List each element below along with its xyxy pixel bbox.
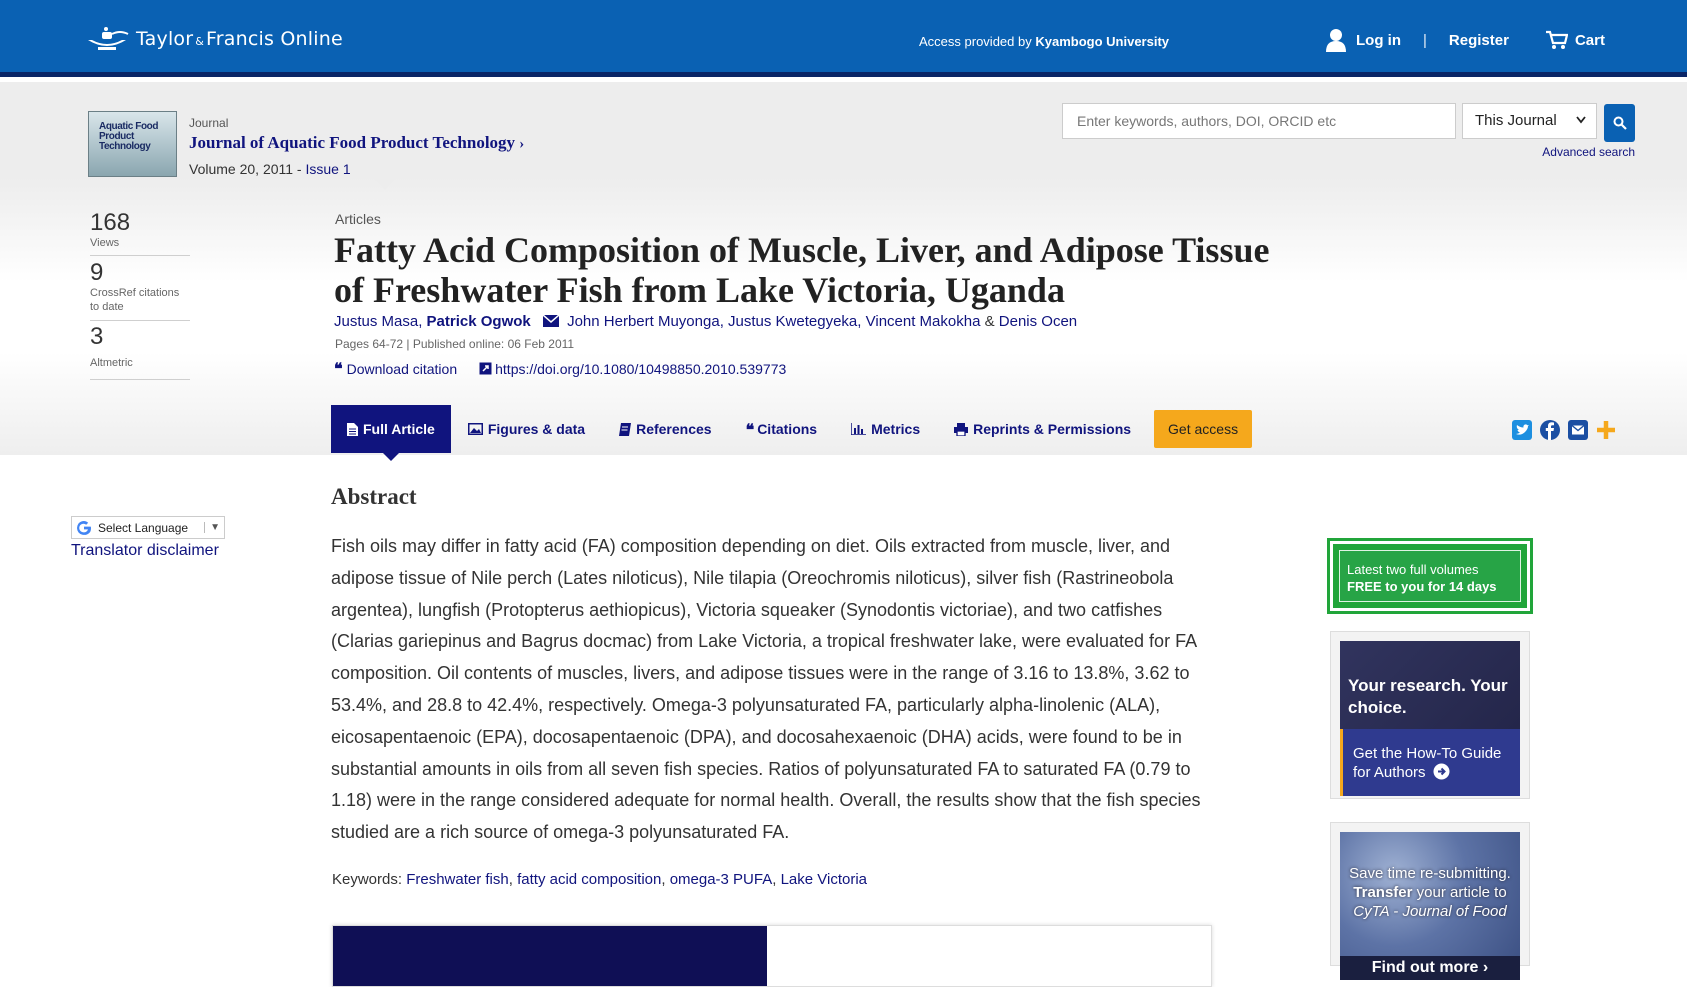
metric-crossref-value: 9 [90, 259, 104, 286]
free-volumes-banner[interactable] [1330, 541, 1530, 611]
ad2-top [1340, 641, 1520, 729]
ad2-title: Your research. Your choice. [1348, 676, 1508, 717]
tab-metrics[interactable]: Metrics [834, 405, 937, 453]
access-notice: Access provided by Kyambogo University [919, 34, 1170, 49]
journal-volume: Volume 20, 2011 - Issue 1 [189, 161, 351, 177]
metric-altmetric-label: Altmetric [90, 357, 133, 369]
abstract-heading: Abstract [331, 484, 417, 509]
author-link[interactable]: Denis Ocen [998, 313, 1078, 330]
publication-info: Pages 64-72 | Published online: 06 Feb 2011 [335, 337, 575, 351]
abstract-text: Fish oils may differ in fatty acid (FA) composition depending on diet. Oils extracted from muscle, liver, and adipose tissue of Nile perch (Lates niloticus), Nile tilapia (Oreochromis niloticus), silver fish (Rastrineobola argentea), lungfish (Protopterus aethiopicus), Victoria squeaker (Synodontis victoriae), and two catfishes (Clarias gariepinus and Bagrus docmac) from Lake Victoria, a tropical freshwater lake, were evaluated for FA composition. Oil contents of muscles, livers, and adipose tissues were in the range of 3.16 to 13.8%, 3.62 to 53.4%, and 28.8 to 42.4%, respectively. Omega-3 polyunsaturated FA, particularly alpha-linolenic (ALA), eicosapentaenoic (EPA), docosapentaenoic (DPA), and docosahexaenoic (DHA) acids, were found to be in substantial amounts in oils from all seven fish species. Ratios of polyunsaturated FA to saturated FA (0.79 to 1.18) were in the range considered adequate for normal health. Overall, the results show that the fish species studied are a rich source of omega-3 polyunsaturated FA. [331, 536, 1201, 843]
author-link[interactable]: Justus Kwetegyeka [728, 313, 858, 330]
author-guide-ad-image [1340, 641, 1520, 796]
article-title: Fatty Acid Composition of Muscle, Liver, and Adipose Tissue of Freshwater Fish from Lake Victoria, Uganda [334, 230, 1270, 310]
plus-share-icon[interactable] [1596, 420, 1616, 440]
tab-full-article[interactable]: Full Article [331, 405, 451, 453]
keyword-link[interactable]: fatty acid composition [517, 871, 662, 888]
metric-views [90, 210, 190, 256]
author-guide-ad[interactable] [1330, 631, 1530, 799]
author-link[interactable]: Justus Masa [334, 313, 419, 330]
author-link[interactable]: Vincent Makokha [865, 313, 981, 330]
language-select[interactable]: Select Language ▼ [71, 516, 225, 539]
doi-link[interactable]: https://doi.org/10.1080/10498850.2010.539773 [479, 361, 786, 377]
article-tabs [331, 405, 1252, 453]
access-options-card [332, 925, 1212, 987]
google-icon [76, 520, 92, 536]
ad2-cta: Get the How-To Guide for Authors [1353, 745, 1502, 781]
journal-cover[interactable] [88, 111, 177, 177]
tab-citations[interactable]: ❝ Citations [745, 419, 818, 439]
ad3-text: Save time re-submitting. Transfer your article to CyTA - Journal of Food [1349, 865, 1511, 920]
quote-icon: ❝ [745, 419, 755, 439]
tab-references[interactable]: References [602, 405, 729, 453]
author-ampersand: & [984, 313, 995, 330]
journal-cover-title: Aquatic Food Product Technology [99, 121, 159, 152]
tab-reprints[interactable]: Reprints & Permissions [937, 405, 1148, 453]
citation-row [334, 359, 786, 378]
issue-link[interactable]: Issue 1 [305, 161, 351, 177]
quote-icon: ❝ [334, 359, 343, 378]
journal-name-link[interactable]: Journal of Aquatic Food Product Technology › [189, 133, 525, 152]
find-out-more-button: Find out more › [1340, 956, 1520, 980]
metric-crossref[interactable] [90, 260, 190, 321]
translator-disclaimer-link[interactable]: Translator disclaimer [71, 542, 219, 559]
tab-figures[interactable]: Figures & data [451, 405, 602, 453]
article-section: Articles [335, 211, 381, 227]
external-link-icon [479, 362, 492, 375]
ad1-line1: Latest two full volumes [1347, 562, 1479, 577]
keyword-link[interactable]: Lake Victoria [780, 871, 868, 888]
printer-icon [954, 423, 968, 436]
volume-pointer [373, 178, 397, 190]
ad1-line2: FREE to you for 14 days [1347, 579, 1497, 594]
keywords: Keywords: Freshwater fish, fatty acid composition, omega-3 PUFA, Lake Victoria [332, 871, 868, 888]
journal-label: Journal [189, 116, 229, 130]
lamp-logo-icon [84, 26, 130, 52]
search-input[interactable]: Enter keywords, authors, DOI, ORCID etc [1062, 103, 1456, 139]
user-nav [1326, 26, 1687, 54]
access-options-header [333, 926, 767, 986]
author-link[interactable]: John Herbert Muyonga [567, 313, 720, 330]
login-link[interactable]: Log in [1326, 28, 1401, 52]
user-icon [1326, 28, 1346, 52]
bar-chart-icon [851, 423, 866, 435]
cart-link[interactable]: Cart [1546, 30, 1605, 50]
transfer-article-ad[interactable] [1330, 822, 1530, 976]
twitter-icon[interactable] [1512, 420, 1532, 440]
arrow-circle-icon [1433, 763, 1450, 780]
advanced-search-link[interactable]: Advanced search [1542, 145, 1635, 159]
cart-icon [1546, 30, 1568, 50]
ad2-bottom [1340, 729, 1520, 796]
keyword-link[interactable]: omega-3 PUFA [669, 871, 773, 888]
dropdown-arrow-icon: ▼ [204, 522, 224, 533]
get-access-button[interactable]: Get access [1154, 410, 1252, 448]
nav-separator: | [1423, 31, 1427, 49]
document-icon [347, 423, 358, 436]
top-bar [0, 0, 1687, 77]
register-link[interactable]: Register [1448, 31, 1509, 49]
download-citation-link[interactable]: ❝ Download citation [334, 359, 458, 378]
author-list: Justus Masa, Patrick Ogwok John Herbert Muyonga, Justus Kwetegyeka, Vincent Makokha & Denis Ocen [334, 313, 1078, 330]
search-icon [1613, 116, 1627, 130]
share-bar [1512, 420, 1624, 440]
email-share-icon[interactable] [1568, 420, 1588, 440]
envelope-icon[interactable] [543, 315, 559, 327]
transfer-article-ad-image [1340, 832, 1520, 976]
chevron-right-icon: › [519, 136, 525, 152]
book-icon [619, 423, 631, 436]
site-logo[interactable] [84, 26, 343, 52]
metric-views-value: 168 [90, 209, 131, 236]
author-link[interactable]: Patrick Ogwok [426, 313, 531, 330]
search-scope-select[interactable]: This Journal [1462, 103, 1597, 139]
facebook-icon[interactable] [1540, 420, 1560, 440]
metric-altmetric-value: 3 [90, 323, 104, 350]
keyword-link[interactable]: Freshwater fish [406, 871, 509, 888]
metric-views-label: Views [90, 237, 120, 249]
chevron-down-icon [1576, 116, 1586, 124]
search-button[interactable] [1604, 104, 1635, 142]
image-icon [468, 423, 483, 435]
metric-altmetric[interactable] [90, 324, 190, 380]
metric-crossref-label: CrossRef citations to date [90, 287, 180, 313]
brand-name: Taylor & Francis Online [136, 28, 343, 50]
